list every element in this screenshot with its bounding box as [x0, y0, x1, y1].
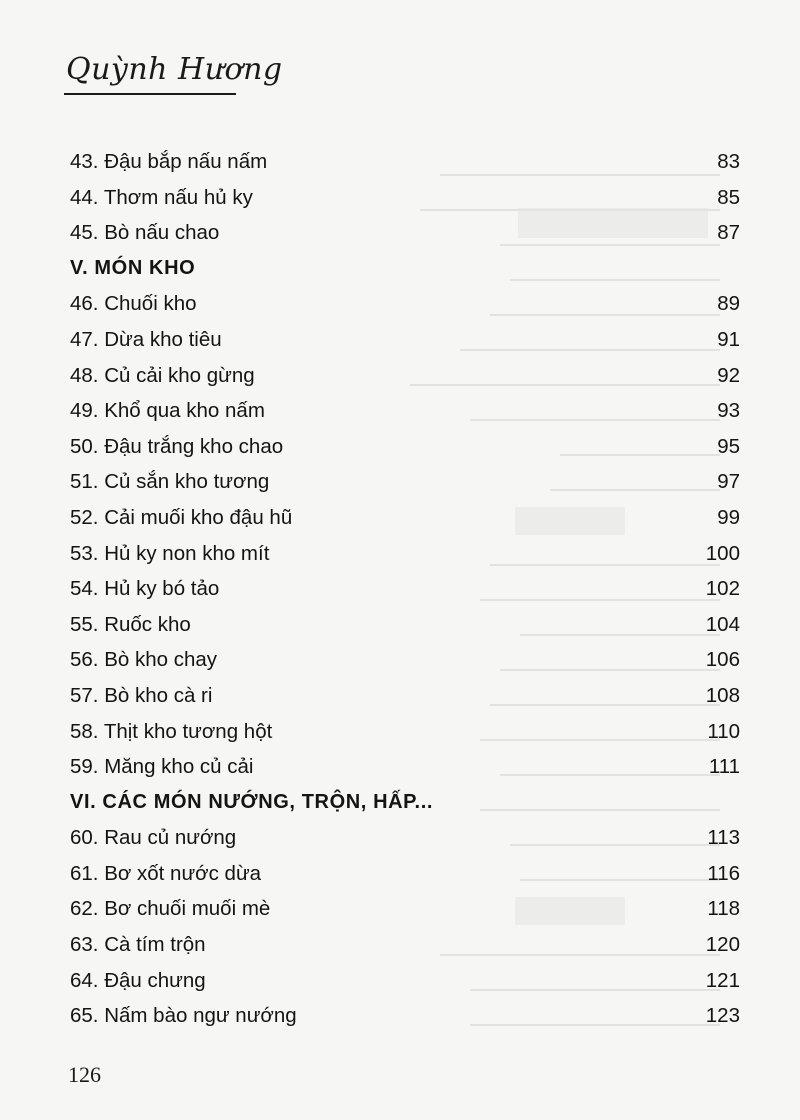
- header-underline: [64, 93, 236, 95]
- toc-entry: [70, 393, 740, 429]
- toc-entry-title: 44. Thơm nấu hủ ky: [70, 185, 253, 209]
- toc-entry: [70, 215, 740, 251]
- toc-entry: [70, 322, 740, 358]
- toc-entry-title: 52. Cải muối kho đậu hũ: [70, 505, 293, 529]
- section-heading: VI. CÁC MÓN NƯỚNG, TRỘN, HẤP...: [70, 790, 434, 813]
- toc-entry-page: 93: [717, 399, 740, 423]
- toc-entry-title: 63. Cà tím trộn: [70, 933, 206, 957]
- toc-entry-title: 56. Bò kho chay: [70, 648, 218, 672]
- toc-entry-page: 120: [705, 933, 740, 957]
- toc-entry-title: 58. Thịt kho tương hột: [70, 719, 273, 743]
- toc-entry-title: 54. Hủ ky bó tảo: [70, 577, 220, 601]
- toc-entry: [70, 607, 740, 643]
- toc-entry: [70, 714, 740, 750]
- toc-entry-title: 64. Đậu chưng: [70, 968, 206, 992]
- toc-entry: [70, 429, 740, 465]
- toc-entry-title: 55. Ruốc kho: [70, 612, 191, 636]
- page-number: 126: [68, 1062, 101, 1087]
- toc-entry-page: 104: [705, 612, 740, 636]
- toc-entry: [70, 144, 740, 180]
- toc-entry-page: 108: [705, 683, 740, 707]
- toc-entry: [70, 536, 740, 572]
- toc-entry: [70, 963, 740, 999]
- toc-entry-title: 45. Bò nấu chao: [70, 221, 220, 245]
- toc-entry-page: 110: [707, 719, 740, 743]
- toc-entry-title: 53. Hủ ky non kho mít: [70, 541, 270, 565]
- toc-entry-page: 111: [708, 755, 740, 779]
- toc-entry-page: 89: [717, 292, 740, 316]
- toc-entry-title: 61. Bơ xốt nước dừa: [70, 861, 262, 885]
- toc-entry-page: 118: [707, 897, 740, 921]
- toc-entry-title: 65. Nấm bào ngư nướng: [70, 1004, 297, 1028]
- toc-entry-title: 57. Bò kho cà ri: [70, 683, 213, 707]
- toc-entry-page: 85: [717, 185, 740, 209]
- toc-entry-page: 97: [717, 470, 740, 494]
- section-heading: V. MÓN KHO: [70, 256, 196, 279]
- toc-entry: [70, 358, 740, 394]
- toc-entry: [70, 464, 740, 500]
- toc-entry-page: 95: [717, 434, 740, 458]
- toc-entry-title: 46. Chuối kho: [70, 292, 197, 316]
- toc-entry-page: 116: [707, 861, 740, 885]
- toc-entry: [70, 678, 740, 714]
- toc-entry: [70, 749, 740, 785]
- toc-entry-page: 121: [705, 968, 740, 992]
- toc-entry-page: 87: [717, 221, 740, 245]
- toc-entry: [70, 927, 740, 963]
- toc-entry-title: 62. Bơ chuối muối mè: [70, 897, 271, 921]
- toc-entry-title: 49. Khổ qua kho nấm: [70, 399, 265, 423]
- toc-entry-page: 113: [707, 826, 740, 850]
- toc-entry-page: 91: [717, 327, 740, 351]
- toc-entry-page: 102: [705, 577, 740, 601]
- toc-entry: [70, 180, 740, 216]
- toc-entry: [70, 856, 740, 892]
- toc-entry-title: 50. Đậu trắng kho chao: [70, 434, 284, 458]
- table-of-contents: [70, 144, 740, 1034]
- toc-entry-title: 47. Dừa kho tiêu: [70, 327, 222, 351]
- toc-entry-page: 100: [705, 541, 740, 565]
- toc-entry: [70, 500, 740, 536]
- toc-entry-title: 60. Rau củ nướng: [70, 826, 237, 850]
- toc-entry: [70, 571, 740, 607]
- toc-entry-title: 43. Đậu bắp nấu nấm: [70, 150, 268, 173]
- toc-entry-title: 51. Củ sắn kho tương: [70, 470, 270, 494]
- running-header-author: Quỳnh Hương: [66, 52, 283, 87]
- toc-entry: [70, 998, 740, 1034]
- toc-entry-page: 123: [705, 1004, 740, 1028]
- toc-entry-page: 99: [717, 505, 740, 529]
- toc-entry: [70, 820, 740, 856]
- toc-entry: [70, 891, 740, 927]
- toc-entry-page: 106: [705, 648, 740, 672]
- toc-entry-title: 48. Củ cải kho gừng: [70, 363, 255, 387]
- toc-entry-page: 83: [717, 150, 740, 173]
- toc-entry: [70, 642, 740, 678]
- toc-entry-title: 59. Măng kho củ cải: [70, 755, 254, 779]
- toc-entry-page: 92: [717, 363, 740, 387]
- toc-entry: [70, 286, 740, 322]
